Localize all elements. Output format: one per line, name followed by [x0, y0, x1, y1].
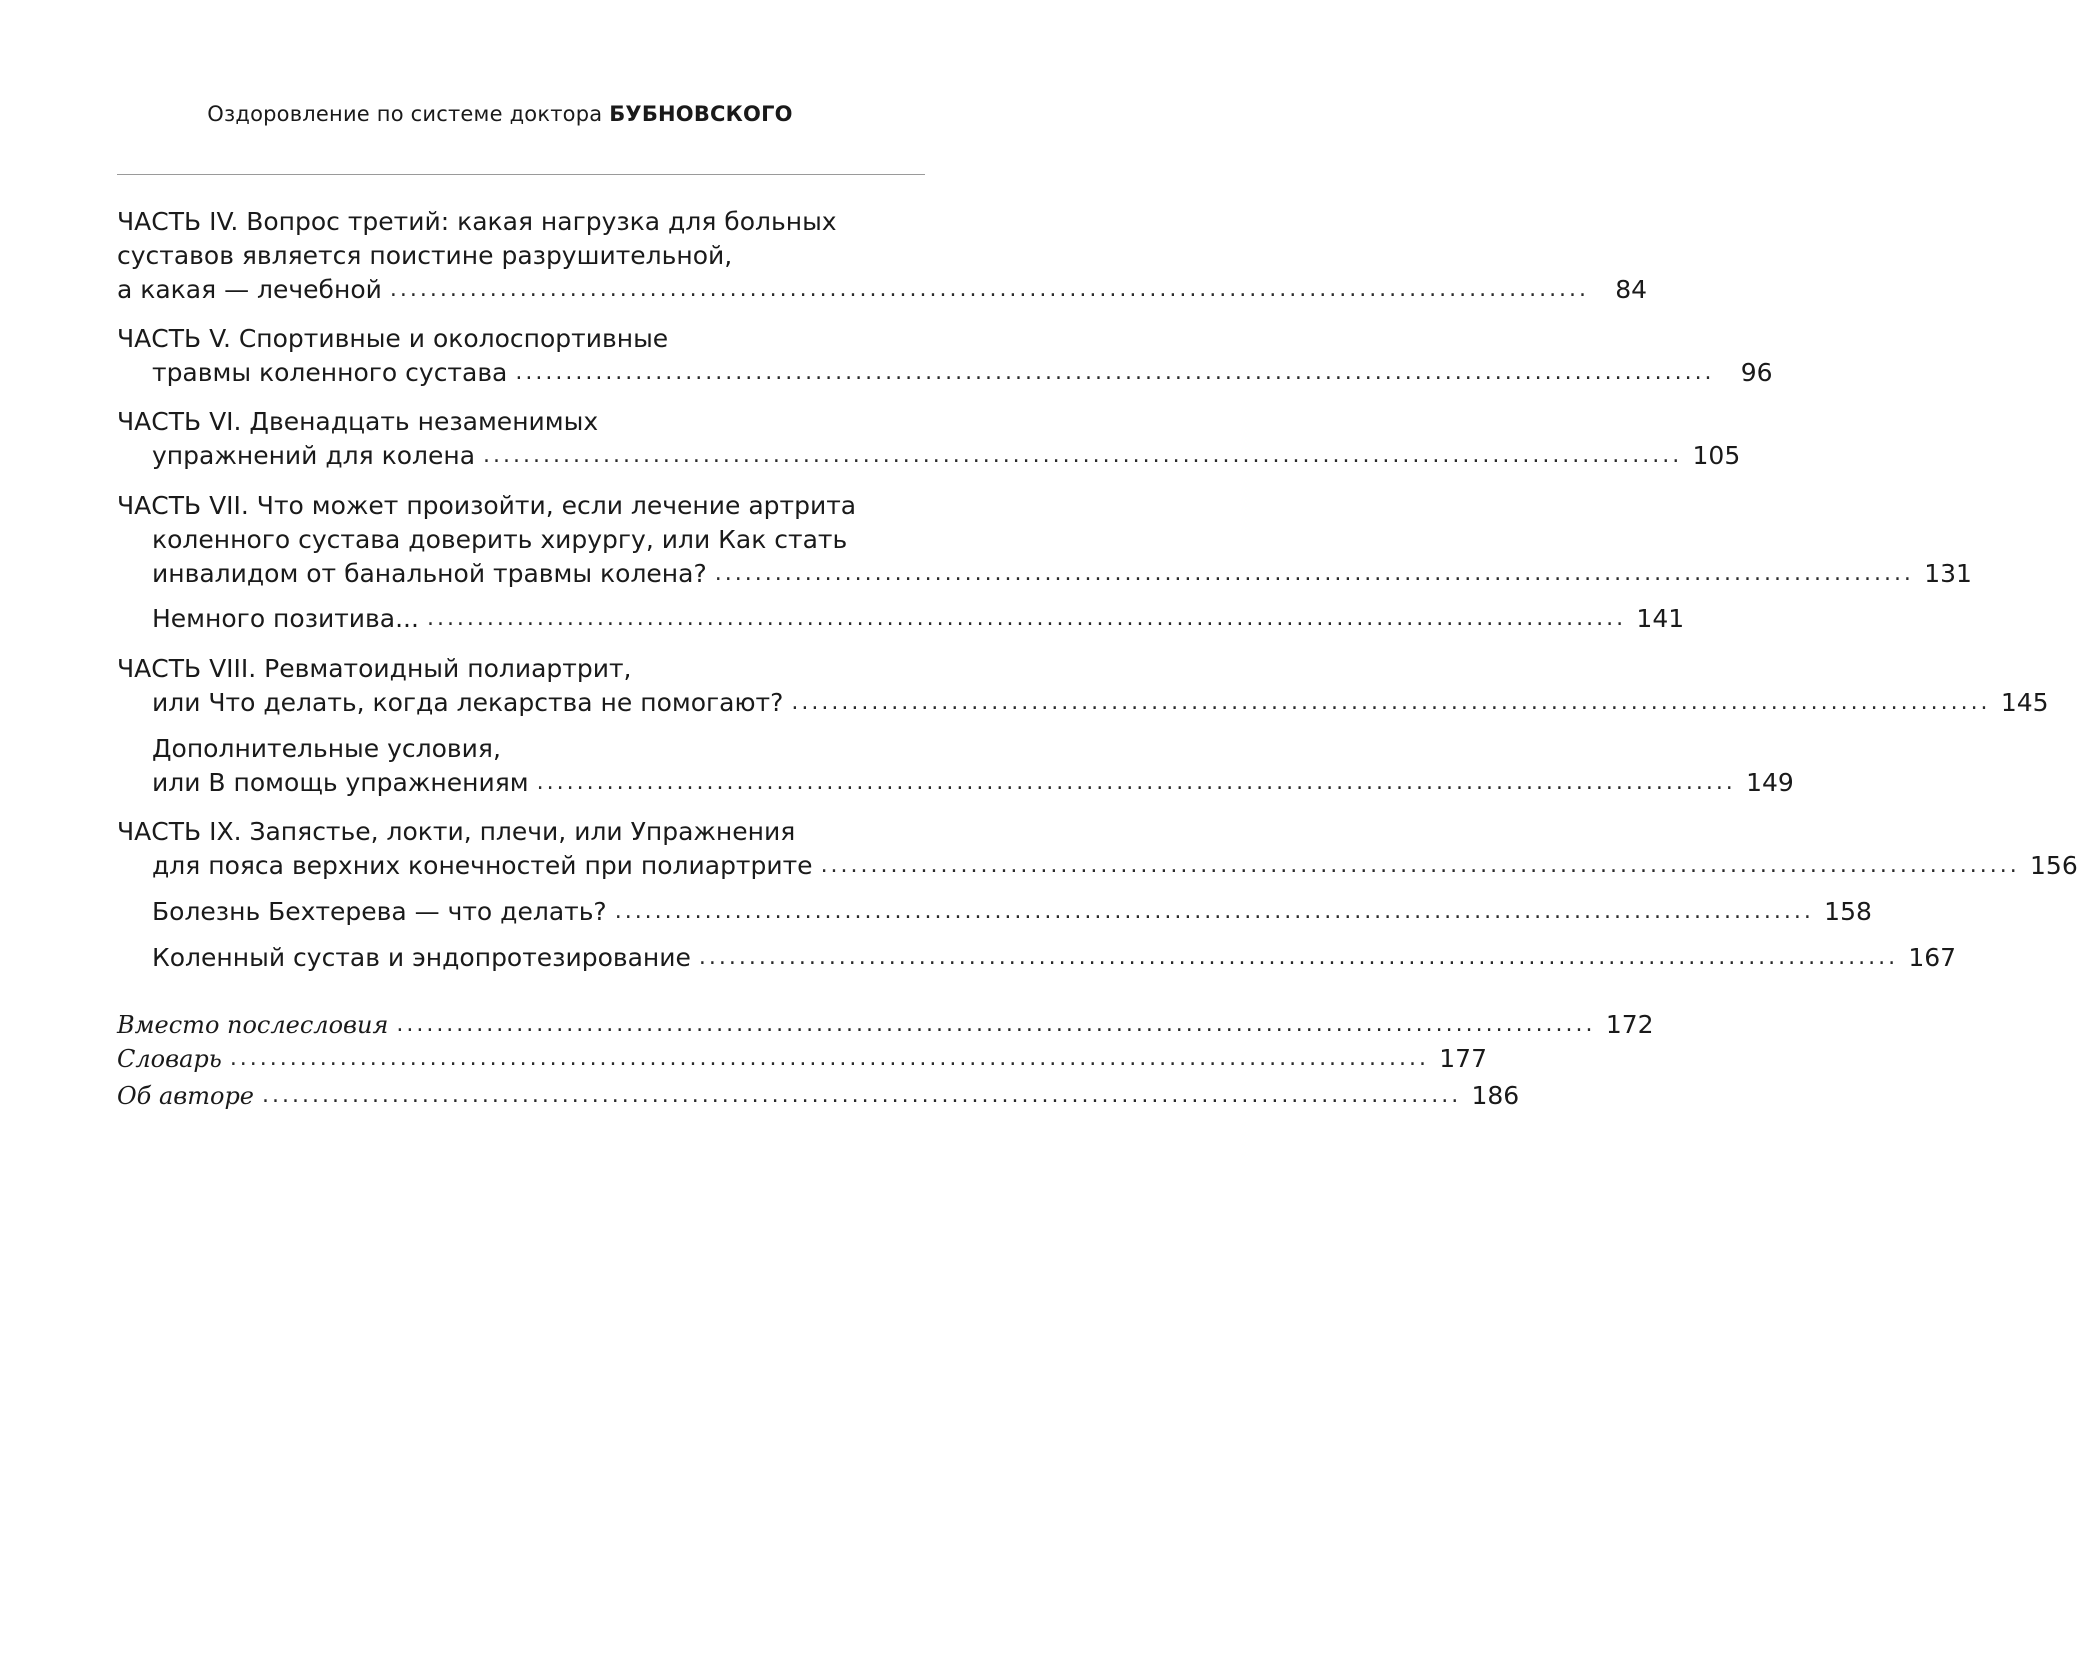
toc-line: ЧАСТЬ VI. Двенадцать незаменимых [117, 407, 599, 436]
leader-dots: ........................................................................................................................ [515, 360, 1715, 385]
page-number: 172 [1605, 1010, 1654, 1039]
page-number: 141 [1636, 604, 1685, 633]
toc-line: ЧАСТЬ IX. Запястье, локти, плечи, или Упражнения [117, 817, 796, 846]
page-number: 177 [1439, 1044, 1487, 1073]
running-header [0, 102, 1000, 126]
page-number: 145 [2000, 688, 2049, 717]
toc-entry[interactable]: Немного позитива... ........................................................................................................................ 141 [152, 602, 923, 636]
toc-line: Дополнительные условия, [152, 734, 501, 763]
leader-dots: ........................................................................................................................ [791, 690, 1991, 715]
page-number: 96 [1740, 358, 1773, 387]
toc-entry[interactable]: Коленный сустав и эндопротезирование ........................................................................................................................ 167 [152, 941, 923, 975]
toc-entry[interactable]: травмы коленного сустава ........................................................................................................................ 96 [152, 356, 923, 390]
toc-entry[interactable]: Об авторе ........................................................................................................................ 186 [117, 1079, 923, 1113]
page-number: 84 [1615, 275, 1648, 304]
toc-line: ЧАСТЬ VII. Что может произойти, если лечение артрита [117, 491, 857, 520]
header-author: БУБНОВСКОГО [609, 102, 793, 126]
page-number: 131 [1924, 559, 1972, 588]
header-divider [117, 174, 925, 175]
toc-entry[interactable]: для пояса верхних конечностей при полиартрите ........................................................................................................................ 156 [152, 849, 923, 883]
leader-dots: ........................................................................................................................ [536, 770, 1736, 795]
toc-entry[interactable]: инвалидом от банальной травмы колена? ........................................................................................................................ 131 [152, 557, 923, 591]
leader-dots: ........................................................................................................................ [483, 443, 1683, 468]
page-number: 186 [1471, 1081, 1520, 1110]
toc-entry[interactable]: а какая — лечебной ........................................................................................................................ 84 [117, 273, 923, 307]
leader-dots: ........................................................................................................................ [262, 1083, 1462, 1108]
toc-entry[interactable]: Словарь ........................................................................................................................ 177 [117, 1042, 923, 1076]
toc-entry[interactable]: или Что делать, когда лекарства не помогают? ........................................................................................................................ 145 [152, 686, 923, 720]
toc-line: коленного сустава доверить хирургу, или Как стать [152, 525, 848, 554]
leader-dots: ........................................................................................................................ [714, 561, 1914, 586]
toc-line: ЧАСТЬ VIII. Ревматоидный полиартрит, [117, 654, 632, 683]
page-number: 156 [2030, 851, 2078, 880]
leader-dots: ........................................................................................................................ [698, 945, 1899, 970]
toc-entry[interactable]: или В помощь упражнениям ........................................................................................................................ 149 [152, 766, 923, 800]
toc-entry[interactable]: Вместо послесловия ........................................................................................................................ 172 [117, 1008, 923, 1042]
page-number: 105 [1692, 441, 1741, 470]
toc-line: ЧАСТЬ IV. Вопрос третий: какая нагрузка для больных [117, 207, 837, 236]
leader-dots: ........................................................................................................................ [426, 606, 1627, 631]
page-number: 158 [1824, 897, 1872, 926]
header-title: Оздоровление по системе доктора [207, 102, 603, 126]
toc-entry[interactable]: упражнений для колена ........................................................................................................................ 105 [152, 439, 923, 473]
toc-entry[interactable]: Болезнь Бехтерева — что делать? ........................................................................................................................ 158 [152, 895, 923, 929]
toc-line: ЧАСТЬ V. Спортивные и околоспортивные [117, 324, 669, 353]
toc-line: суставов является поистине разрушительной, [117, 241, 733, 270]
leader-dots: ........................................................................................................................ [389, 277, 1590, 302]
page-number: 149 [1746, 768, 1794, 797]
leader-dots: ........................................................................................................................ [396, 1012, 1596, 1037]
page-number: 167 [1908, 943, 1957, 972]
leader-dots: ........................................................................................................................ [229, 1046, 1429, 1071]
leader-dots: ........................................................................................................................ [614, 899, 1814, 924]
leader-dots: ........................................................................................................................ [820, 853, 2020, 878]
